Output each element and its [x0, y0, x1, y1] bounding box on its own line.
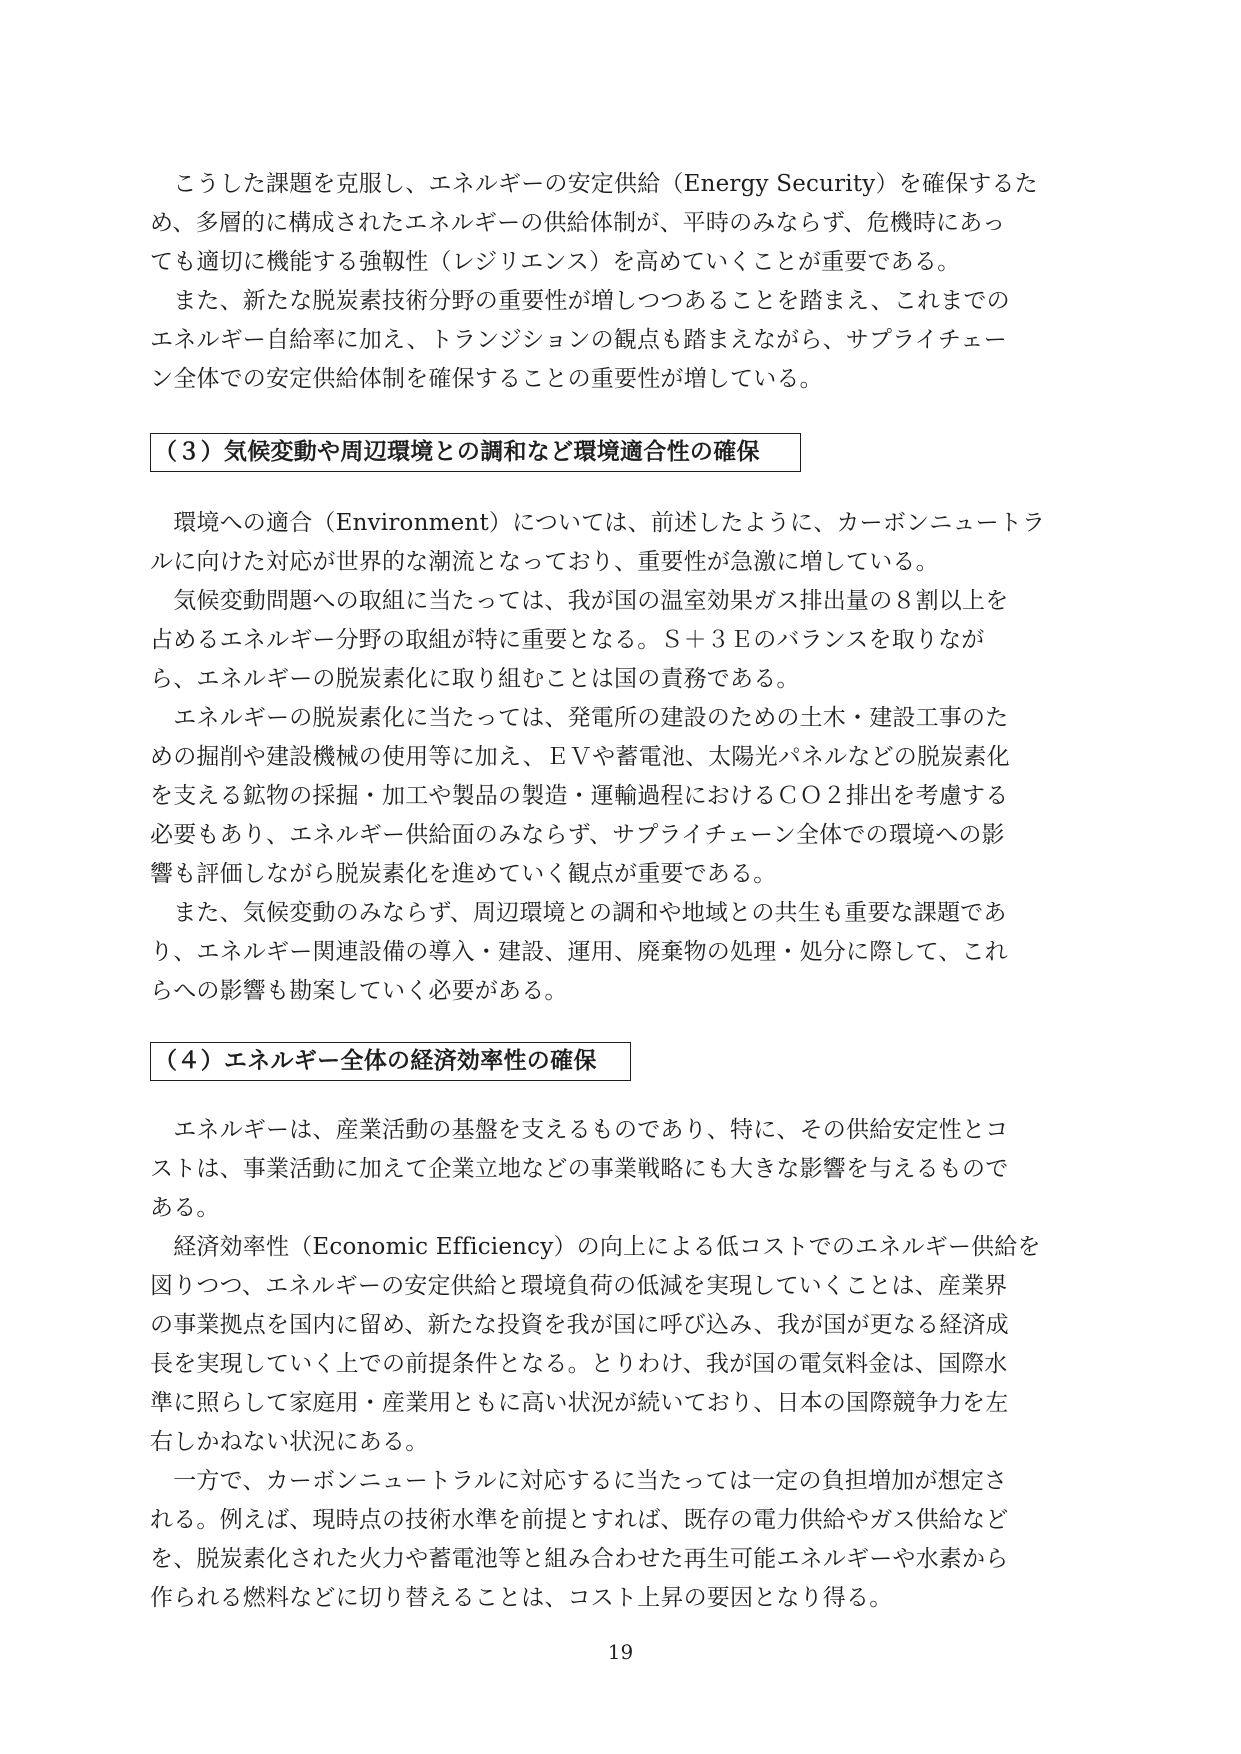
text-line: また、新たな脱炭素技術分野の重要性が増しつつあることを踏まえ、これまでの — [150, 288, 1010, 314]
text-line: 占めるエネルギー分野の取組が特に重要となる。Ｓ＋３Ｅのバランスを取りなが — [150, 627, 985, 653]
text-line: ストは、事業活動に加えて企業立地などの事業戦略にも大きな影響を与えるもので — [150, 1156, 1009, 1182]
section-4-heading: （４）エネルギー全体の経済効率性の確保 — [150, 1042, 631, 1081]
paragraph-energy-security — [150, 165, 1100, 282]
text-line: ルに向けた対応が世界的な潮流となっており、重要性が急激に増している。 — [150, 549, 939, 575]
section-4-body — [150, 1111, 1100, 1618]
opening-section — [150, 165, 1100, 399]
page-number: 19 — [607, 1640, 634, 1664]
text-line: 作られる燃料などに切り替えることは、コスト上昇の要因となり得る。 — [150, 1585, 893, 1611]
text-line: め、多層的に構成されたエネルギーの供給体制が、平時のみならず、危機時にあっ — [150, 210, 1006, 236]
text-line: エネルギー自給率に加え、トランジションの観点も踏まえながら、サプライチェー — [150, 327, 1007, 353]
text-line: 右しかねない状況にある。 — [150, 1429, 429, 1455]
text-line: エネルギーの脱炭素化に当たっては、発電所の建設のための土木・建設工事のた — [150, 705, 1009, 731]
text-line: ら、エネルギーの脱炭素化に取り組むことは国の責務である。 — [150, 666, 800, 692]
paragraph-industry-basis — [150, 1111, 1100, 1228]
text-line: 環境への適合（Environment）については、前述したように、カーボンニュートラ — [150, 510, 1046, 536]
text-line: 一方で、カーボンニュートラルに対応するに当たっては一定の負担増加が想定さ — [150, 1468, 1008, 1494]
paragraph-supply-chain — [150, 282, 1100, 399]
text-line: らへの影響も勘案していく必要がある。 — [150, 978, 568, 1004]
paragraph-decarbonization — [150, 699, 1100, 894]
text-line: 必要もあり、エネルギー供給面のみならず、サプライチェーン全体での環境への影 — [150, 822, 1005, 848]
section-3-body — [150, 504, 1100, 1011]
text-line: を支える鉱物の採掘・加工や製品の製造・運輸過程におけるＣＯ２排出を考慮する — [150, 783, 1009, 809]
text-line: 図りつつ、エネルギーの安定供給と環境負荷の低減を実現していくことは、産業界 — [150, 1273, 1008, 1299]
text-line: の事業拠点を国内に留め、新たな投資を我が国に呼び込み、我が国が更なる経済成 — [150, 1312, 1009, 1338]
text-line: めの掘削や建設機械の使用等に加え、ＥＶや蓄電池、太陽光パネルなどの脱炭素化 — [150, 744, 1010, 770]
text-line: り、エネルギー関連設備の導入・建設、運用、廃棄物の処理・処分に際して、これ — [150, 939, 1008, 965]
text-line: また、気候変動のみならず、周辺環境との調和や地域との共生も重要な課題であ — [150, 900, 1007, 926]
text-line: 響も評価しながら脱炭素化を進めていく観点が重要である。 — [150, 861, 777, 887]
text-line: 経済効率性（Economic Efficiency）の向上による低コストでのエネルギー供給を — [150, 1234, 1041, 1260]
paragraph-economic-efficiency — [150, 1228, 1100, 1462]
text-line: 準に照らして家庭用・産業用ともに高い状況が続いており、日本の国際競争力を左 — [150, 1390, 1009, 1416]
text-line: 長を実現していく上での前提条件となる。とりわけ、我が国の電気料金は、国際水 — [150, 1351, 1008, 1377]
section-3-heading: （３）気候変動や周辺環境との調和など環境適合性の確保 — [150, 433, 801, 472]
text-line: れる。例えば、現時点の技術水準を前提とすれば、既存の電力供給やガス供給など — [150, 1507, 1009, 1533]
text-line: ても適切に機能する強靱性（レジリエンス）を高めていくことが重要である。 — [150, 249, 961, 275]
text-line: 気候変動問題への取組に当たっては、我が国の温室効果ガス排出量の８割以上を — [150, 588, 1009, 614]
paragraph-cost-increase — [150, 1462, 1100, 1618]
text-line: こうした課題を克服し、エネルギーの安定供給（Energy Security）を確保するた — [150, 171, 1038, 197]
text-line: ある。 — [150, 1195, 220, 1221]
text-line: ン全体での安定供給体制を確保することの重要性が増している。 — [150, 366, 823, 392]
text-line: エネルギーは、産業活動の基盤を支えるものであり、特に、その供給安定性とコ — [150, 1117, 1009, 1143]
paragraph-local-environment — [150, 894, 1100, 1011]
text-line: を、脱炭素化された火力や蓄電池等と組み合わせた再生可能エネルギーや水素から — [150, 1546, 1009, 1572]
paragraph-environment — [150, 504, 1100, 582]
paragraph-climate-change — [150, 582, 1100, 699]
